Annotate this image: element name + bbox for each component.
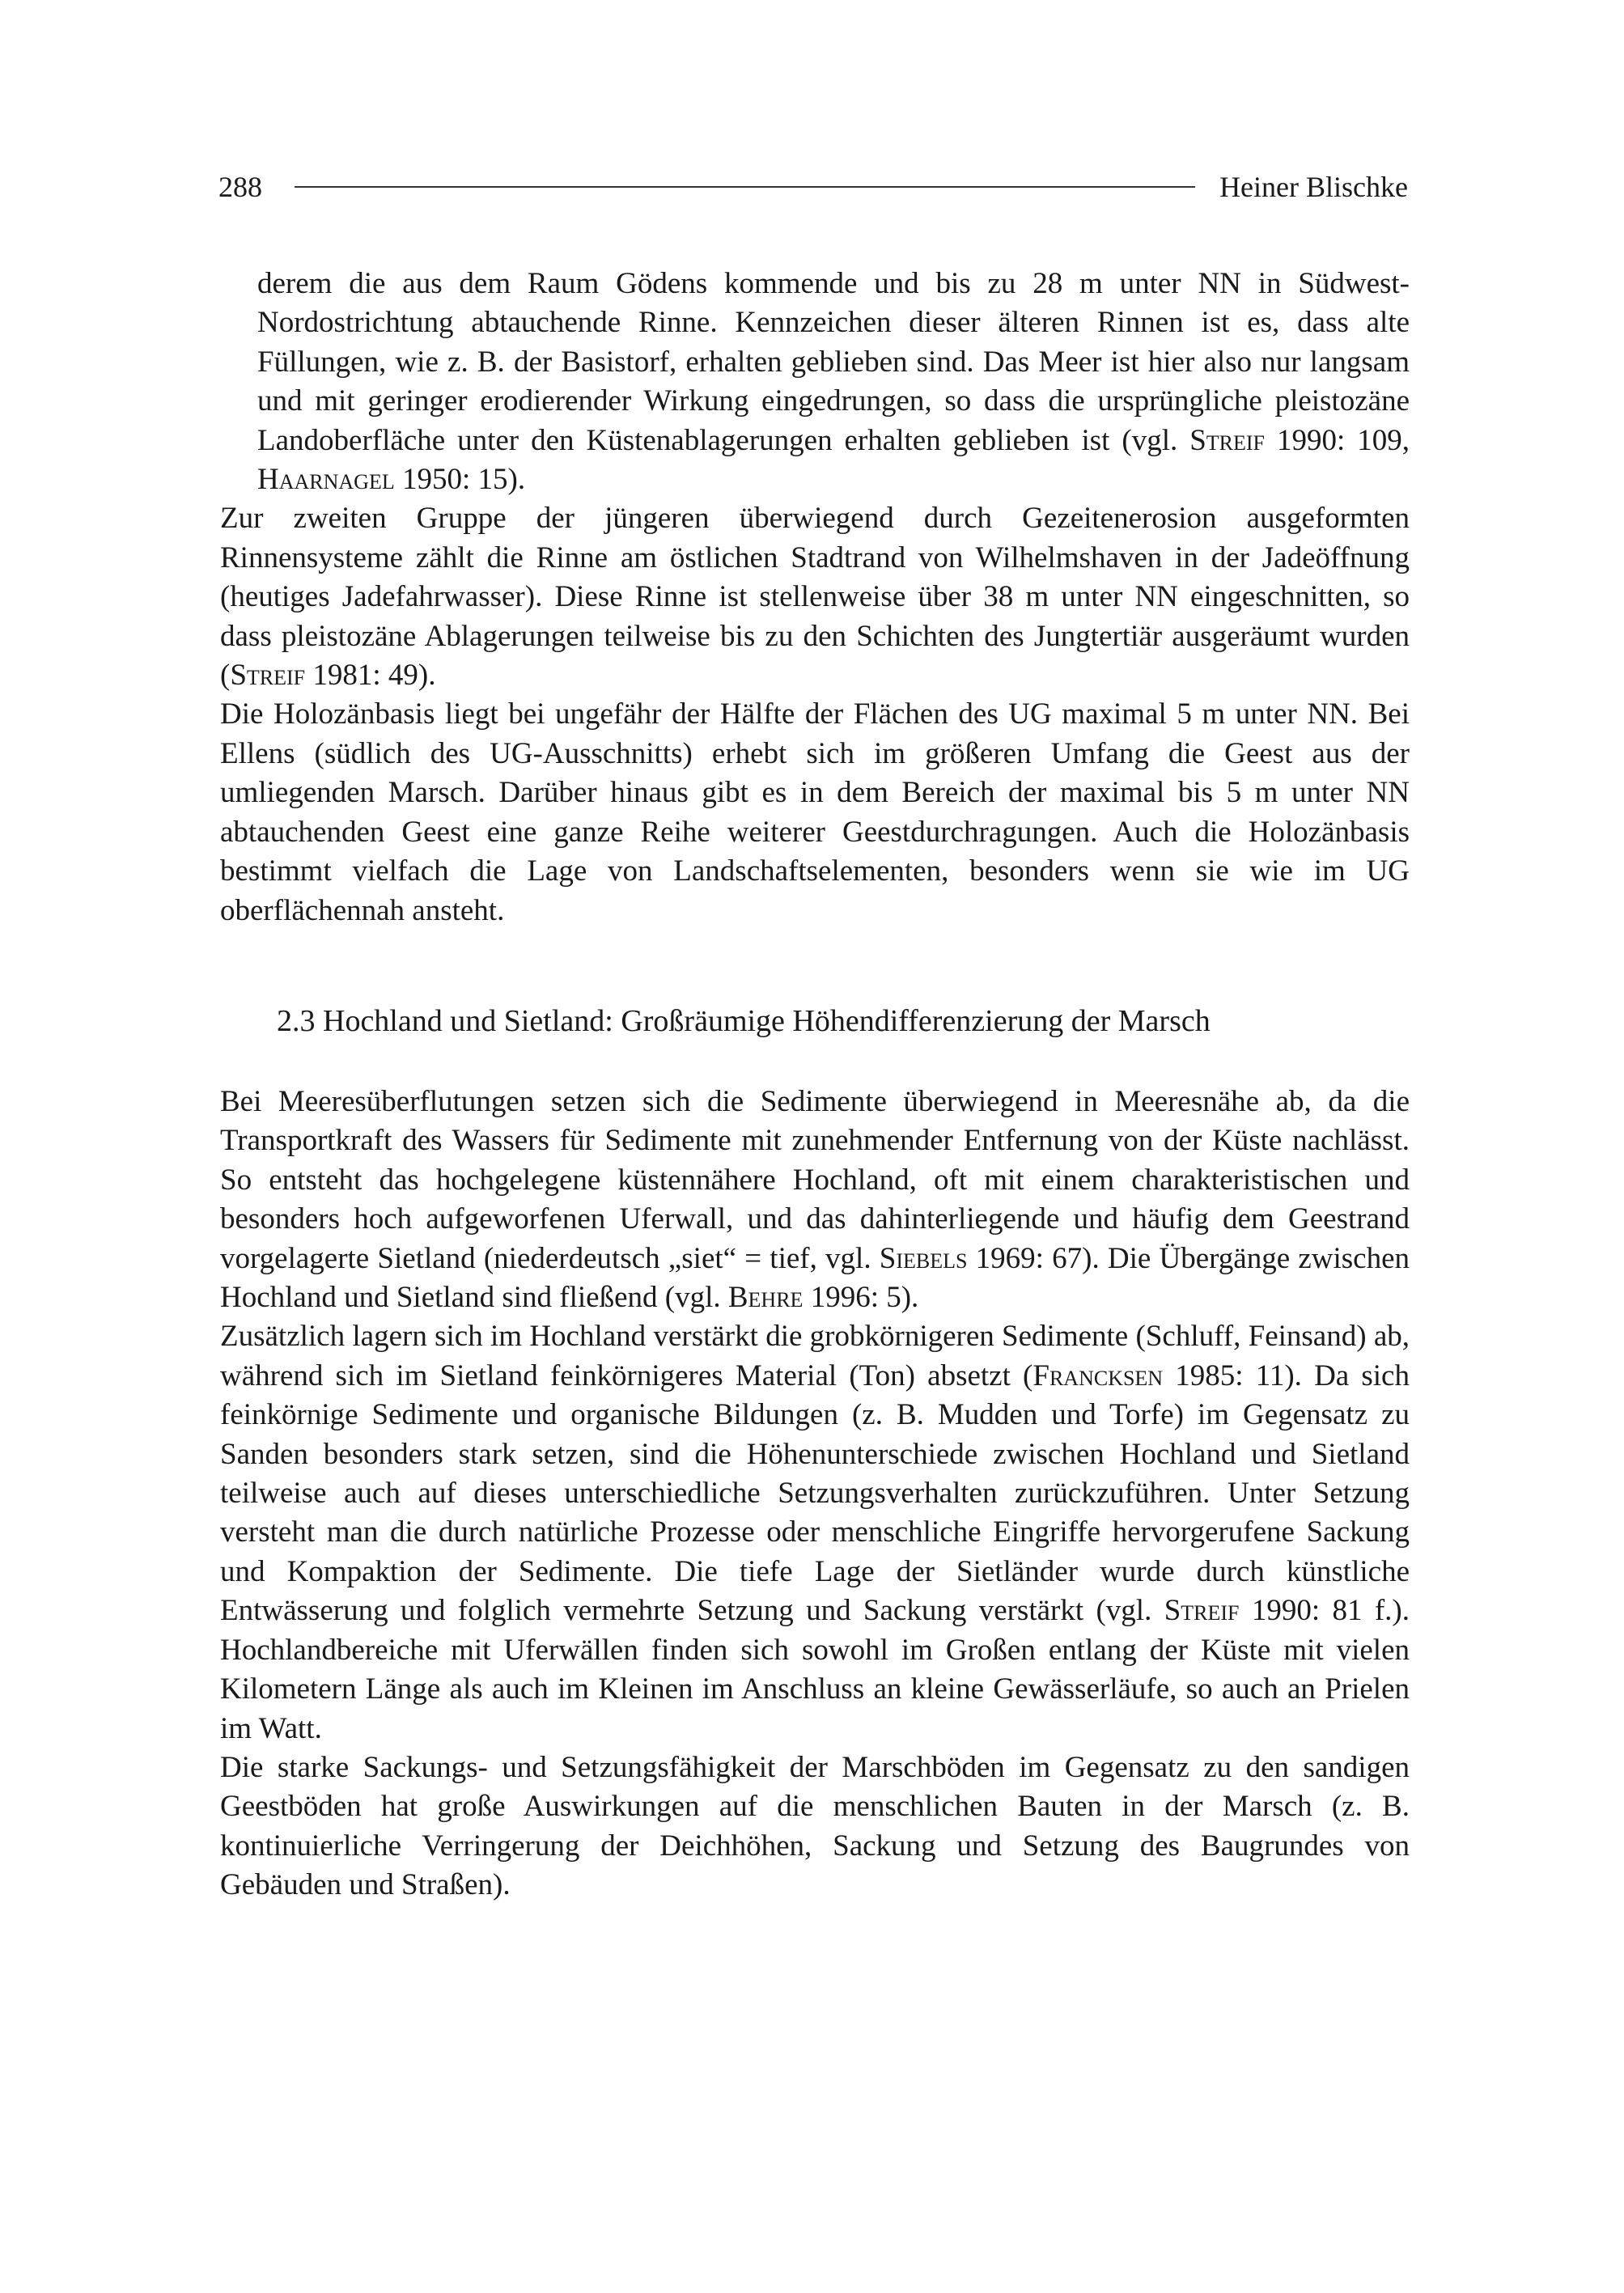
body-text-upper — [220, 265, 1410, 930]
citation-author: Streif — [1189, 423, 1266, 457]
citation-author: Streif — [230, 659, 306, 693]
paragraph-zweite-gruppe: Zur zweiten Gruppe der jüngeren überwiegend durch Gezeitenerosion ausgeformten Rinnensysteme zählt die Rinne am östlichen Stadtrand von Wilhelmshaven in der Jadeöffnung (heutiges Jadefahrwasser). Diese Rinne ist stellenweise über 38 m unter NN eingeschnitten, so dass pleistozäne Ablagerungen teilweise bis zu den Schichten des Jungtertiär ausgeräumt wurden (Streif 1981: 49). — [220, 502, 1410, 693]
running-head-author: Heiner Blischke — [1219, 171, 1408, 203]
citation-author: Siebels — [879, 1241, 968, 1275]
running-head — [218, 167, 1408, 207]
paragraph-sedimente: Zusätzlich lagern sich im Hochland verstärkt die grobkörnigeren Sedimente (Schluff, Feinsand) ab, während sich im Sietland feinkörnigeres Material (Ton) absetzt (Francksen 1985: 11). Da sich feinkörnige Sedimente und organische Bildungen (z. B. Mudden und Torfe) im Gegensatz zu Sanden besonders stark setzen, sind die Höhenunterschiede zwischen Hochland und Sietland teilweise auch auf dieses unterschiedliche Setzungsverhalten zurückzuführen. Unter Setzung versteht man die durch natürliche Prozesse oder menschliche Eingriffe hervorgerufene Sackung und Kompaktion der Sedimente. Die tiefe Lage der Sietländer wurde durch künstliche Entwässerung und folglich vermehrte Setzung und Sackung verstärkt (vgl. Streif 1990: 81 f.). Hochlandbereiche mit Uferwällen finden sich sowohl im Großen entlang der Küste mit vielen Kilometern Länge als auch im Kleinen im Anschluss an kleine Gewässerläufe, so auch an Prielen im Watt. — [220, 1320, 1410, 1745]
citation-author: Behre — [727, 1281, 804, 1315]
citation-author: Haarnagel — [257, 463, 395, 497]
body-text-lower — [220, 1083, 1410, 1905]
paragraph-meeresueberflutungen: Bei Meeresüberflutungen setzen sich die Sedimente überwiegend in Meeresnähe ab, da die Transportkraft des Wassers für Sedimente mit zunehmender Entfernung von der Küste nachlässt. So entsteht das hochgelegene küstennähere Hochland, oft mit einem charakteristischen und besonders hoch aufgeworfenen Uferwall, und das dahinterliegende und häufig dem Geestrand vorgelagerte Sietland (niederdeutsch „siet“ = tief, vgl. Siebels 1969: 67). Die Übergänge zwischen Hochland und Sietland sind fließend (vgl. Behre 1996: 5). — [220, 1085, 1410, 1315]
paragraph-holozaenbasis: Die Holozänbasis liegt bei ungefähr der Hälfte der Flächen des UG maximal 5 m unter NN. Bei Ellens (südlich des UG-Ausschnitts) erhebt sich im größeren Umfang die Geest aus der umliegenden Marsch. Darüber hinaus gibt es in dem Bereich der maximal bis 5 m unter NN abtauchenden Geest eine ganze Reihe weiterer Geestdurchragungen. Auch die Holozänbasis bestimmt vielfach die Lage von Landschaftselementen, besonders wenn sie wie im UG oberflächennah ansteht. — [220, 697, 1410, 927]
paragraph-sackung: Die starke Sackungs- und Setzungsfähigkeit der Marschböden im Gegensatz zu den sandigen Geestböden hat große Auswirkungen auf die menschlichen Bauten in der Marsch (z. B. kontinuierliche Verringerung der Deichhöhen, Sackung und Setzung des Baugrundes von Gebäuden und Straßen). — [220, 1750, 1410, 1902]
paragraph-rinnen-continuation: derem die aus dem Raum Gödens kommende und bis zu 28 m unter NN in Südwest-Nordostrichtung abtauchende Rinne. Kennzeichen dieser älteren Rinnen ist es, dass alte Füllungen, wie z. B. der Basistorf, erhalten geblieben sind. Das Meer ist hier also nur langsam und mit geringer erodierender Wirkung eingedrungen, so dass die ursprüngliche pleistozäne Landoberfläche unter den Küstenablagerungen erhalten geblieben ist (vgl. Streif 1990: 109, Haarnagel 1950: 15). — [257, 267, 1410, 497]
citation-author: Francksen — [1032, 1358, 1164, 1392]
citation-author: Streif — [1164, 1594, 1240, 1628]
page-number: 288 — [218, 171, 262, 203]
section-heading: 2.3 Hochland und Sietland: Großräumige Höhendifferenzierung der Marsch — [277, 1004, 1211, 1038]
header-rule — [295, 186, 1195, 188]
